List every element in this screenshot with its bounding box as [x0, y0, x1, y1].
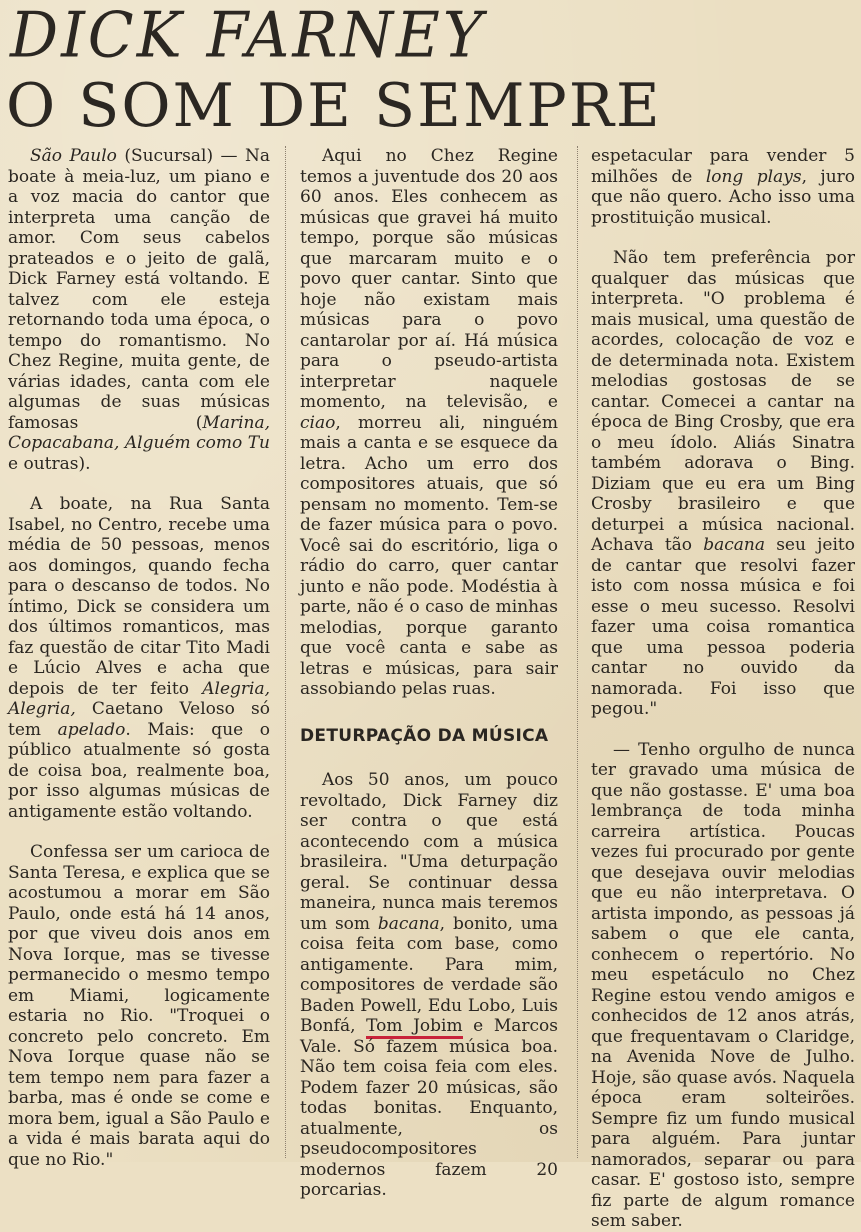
song-titles: Marina, Copacabana, Alguém como Tu [8, 412, 270, 453]
text: , morreu ali, ninguém mais a canta e se esquece da letra. Acho um erro dos compositores atuais, que só pensam no momento. Tem-se de fazer música para o povo. Você sai do escritório, liga o rádio do carro, quer cantar junto e não pode. Modéstia à parte, não é o caso de minhas melodias, porque garanto que você canta e sabe as letras e músicas, para sair assobiando pelas ruas. [300, 412, 558, 699]
paragraph [591, 248, 855, 720]
text: Aos 50 anos, um pouco revoltado, Dick Farney diz ser contra o que está acontecendo com a música brasileira. "Uma deturpação geral. Se continuar dessa maneira, nunca mais teremos um som [300, 770, 558, 934]
article-column-1 [8, 146, 270, 1170]
emphasis: long plays [705, 166, 802, 187]
column-divider [577, 146, 578, 1158]
paragraph [8, 842, 270, 1170]
emphasis: ciao [300, 412, 336, 433]
paragraph [591, 740, 855, 1232]
text: (Sucursal) — Na boate à meia-luz, um piano e a voz macia do cantor que interpreta uma canção de amor. Com seus cabelos prateados e o jeito de galã, Dick Farney está voltando. E talvez com ele esteja retornando toda uma época, o tempo do romantismo. No Chez Regine, muita gente, de várias idades, canta com ele algumas de suas músicas famosas ( [8, 146, 270, 433]
text: Não tem preferência por qualquer das músicas que interpreta. "O problema é mais musical, uma questão de acordes, colocação de voz e de determinada nota. Existem melodias gostosas de se cantar. Comecei a cantar na época de Bing Crosby, que era o meu ídolo. Aliás Sinatra também adorava o Bing. Diziam que eu era um Bing Crosby brasileiro e que deturpei a música nacional. Achava tão [591, 248, 855, 555]
song-title: Alegria, Alegria, [8, 678, 270, 719]
text: . Mais: que o público atualmente só gosta de coisa boa, realmente boa, por isso algumas músicas de antigamente estão voltando. [8, 719, 270, 822]
paragraph [591, 146, 855, 228]
paragraph [300, 146, 558, 700]
emphasis: bacana [703, 535, 765, 555]
headline-subtitle: O SOM DE SEMPRE [6, 71, 662, 141]
paragraph [300, 770, 558, 1201]
text: — Tenho orgulho de nunca ter gravado uma música de que não gostasse. E' uma boa lembrança de toda minha carreira artística. Poucas vezes fui procurado por gente que desejava ouvir melodias que eu não interpretava. O artista impondo, as pessoas já sabem o que ele canta, conhecem o repertório. No meu espetáculo no Chez Regine estou vendo amigos e conhecidos de 12 anos atrás, que frequentavam o Claridge, na Avenida Nove de Julho. Hoje, são quase avós. Naquela época eram solteirões. Sempre fiz um fundo musical para alguém. Para juntar namorados, separar ou para casar. E' gostoso isto, sempre fiz parte de algum romance sem saber. [591, 739, 855, 1231]
section-subheading: DETURPAÇÃO DA MÚSICA [300, 725, 549, 746]
text: Caetano Veloso só tem [8, 699, 270, 740]
emphasis: bacana [377, 913, 440, 934]
article-column-3 [591, 146, 855, 1232]
dateline: São Paulo [30, 146, 117, 166]
text: espetacular para vender 5 milhões de [591, 146, 855, 187]
text: e outras). [8, 453, 91, 474]
text: Aqui no Chez Regine temos a juventude dos 20 aos 60 anos. Eles conhecem as músicas que gravei há muito tempo, porque são músicas que marcaram muito e o povo quer cantar. Sinto que hoje não existam mais músicas para o povo cantarolar por aí. Há música para o pseudo-artista interpretar naquele momento, na televisão, e [300, 146, 558, 412]
text: , bonito, uma coisa feita com base, como antigamente. Para mim, compositores de verdade são Baden Powell, Edu Lobo, Luis Bonfá, [300, 913, 558, 1036]
emphasis: apelado [57, 719, 126, 740]
column-divider [285, 146, 286, 1158]
text: , juro que não quero. Acho isso uma prostituição musical. [591, 166, 855, 228]
paragraph [8, 146, 270, 474]
text: seu jeito de cantar que resolvi fazer isto com nossa música e foi esse o meu sucesso. Resolvi fazer uma coisa romantica que uma pessoa poderia cantar no ouvido da namorada. Foi isso que pegou." [591, 535, 855, 719]
article-column-2 [300, 146, 558, 1201]
paragraph [8, 494, 270, 822]
underlined-name: Tom Jobim [366, 1016, 462, 1039]
text: e Marcos Vale. Só fazem música boa. Não tem coisa feia com eles. Podem fazer 20 músicas, são todas bonitas. Enquanto, atualmente, os pseudocompositores modernos fazem 20 porcarias. [300, 1016, 558, 1200]
headline-name: DICK FARNEY [10, 0, 486, 73]
text: Confessa ser um carioca de Santa Teresa, e explica que se acostumou a morar em São Paulo, onde está há 14 anos, por que viveu dois anos em Nova Iorque, mas se tivesse permanecido o mesmo tempo em Miami, logicamente estaria no Rio. "Troquei o concreto pelo concreto. Em Nova Iorque quase não se tem tempo nem para fazer a barba, mas é onde se come e mora bem, igual a São Paulo e a vida é mais barata aqui do que no Rio." [8, 842, 270, 1170]
text: A boate, na Rua Santa Isabel, no Centro, recebe uma média de 50 pessoas, menos aos domingos, quando fecha para o descanso de todos. No íntimo, Dick se considera um dos últimos romanticos, mas faz questão de citar Tito Madi e Lúcio Alves e acha que depois de ter feito [8, 494, 270, 699]
